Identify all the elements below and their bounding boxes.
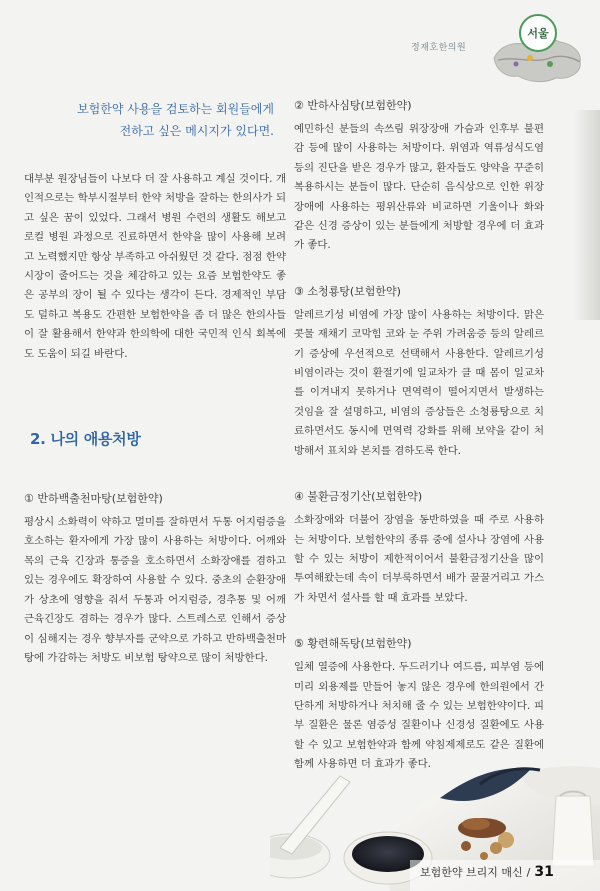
intro-question-line-1: 보험한약 사용을 검토하는 회원들에게 <box>77 102 274 116</box>
footer-divider: / <box>526 866 531 879</box>
page-number: 31 <box>534 864 554 880</box>
region-badge: 서울 <box>519 14 557 52</box>
prescription-4-text: 소화장애와 더불어 장염을 동반하였을 때 주로 사용하는 처방이다. 보험한약의 종류 중에 설사나 장염에 사용할 수 있는 처방이 제한적이어서 불환금정기산을 많이 투여해왔는데 속이 더부룩하면서 배가 꿀꿀거리고 가스가 차면서 설사를 할 때 효과를 보았다. <box>294 514 544 604</box>
prescription-5-heading: ⑤ 황련해독탕(보험한약) <box>294 637 412 651</box>
right-column <box>294 98 544 775</box>
prescription-2-text: 예민하신 분들의 속쓰림 위장장애 가슴과 인후부 불편감 등에 많이 사용하는 처방이다. 위염과 역류성식도염 등의 진단을 받은 경우가 많고, 환자들도 양약을 꾸준히 복용하시는 분들이 많다. 단순히 음식상으로 인한 위장장애에 사용하는 평위산류와 비교하면 기울이나 화와 같은 신경 증상이 있는 분들에게 처방할 경우에 더 효과가 좋다. <box>294 123 544 252</box>
left-column <box>24 98 286 668</box>
intro-paragraph: 대부분 원장님들이 나보다 더 잘 사용하고 계실 것이다. 개인적으로는 학부시절부터 한약 처방을 잘하는 한의사가 되고 싶은 꿈이 있었다. 그래서 병원 수련의 생활도 해보고 로컬 병원 과정으로 진료하면서 한약을 많이 사용해 보려고 노력했지만 항상 부족하고 아쉬웠던 것 같다. 점점 한약 시장이 줄어드는 것을 체감하고 있는 요즘 보험한약도 좋은 공부의 장이 될 수 있다는 생각이 든다. 경제적인 부담도 덜하고 복용도 간편한 보험한약을 좀 더 많은 한의사들이 잘 활용해서 한약과 한의학에 대한 국민적 인식 회복에도 도움이 되길 바란다. <box>24 173 286 360</box>
clinic-label: 정재호한의원 <box>411 43 467 53</box>
prescription-1-text: 평상시 소화력이 약하고 멀미를 잘하면서 두통 어지럼증을 호소하는 환자에게 가장 많이 사용하는 처방이다. 어깨와 목의 근육 긴장과 통증을 호소하면서 소화장애를 겸하고 있는 경우에도 확장하여 사용할 수 있다. 중초의 순환장애가 상초에 영향을 줘서 두통과 어지럼증, 경추통 및 어깨 근육긴장도 겸하는 경우가 많다. 스트레스로 인해서 증상이 심해지는 경우 향부자를 군약으로 가하고 반하백출천마탕에 가감하는 처방도 비보험 탕약으로 많이 처방한다. <box>24 516 286 664</box>
prescription-3-text: 알레르기성 비염에 가장 많이 사용하는 처방이다. 맑은 콧물 재채기 코막힘 코와 눈 주위 가려움증 등의 알레르기 증상에 우선적으로 선택해서 사용한다. 알레르기성 비염이라는 것이 환절기에 일교차가 클 때 몸이 일교차를 이겨내지 못하거나 면역력이 떨어지면서 발생하는 것임을 잘 설명하고, 비염의 증상들은 소청룡탕으로 치료하면서도 동시에 면역력 강화를 위해 보약을 같이 처방해서 표치와 본치를 겸하도록 한다. <box>294 308 544 457</box>
prescription-4-heading: ④ 불환금정기산(보험한약) <box>294 490 423 504</box>
intro-question-line-2: 전하고 싶은 메시지가 있다면. <box>119 124 274 138</box>
section-title: 2. 나의 애용처방 <box>30 430 141 449</box>
prescription-1-heading: ① 반하백출천마탕(보험한약) <box>24 492 163 506</box>
prescription-3-heading: ③ 소청룡탕(보험한약) <box>294 284 401 298</box>
page-footer <box>420 864 554 880</box>
prescription-2-heading: ② 반하사심탕(보험한약) <box>294 99 412 112</box>
publication-name: 보험한약 브리지 매신 <box>420 866 523 879</box>
prescription-5-text: 일체 열증에 사용한다. 두드러기나 여드름, 피부염 등에 미리 외용제를 만들어 놓지 않은 경우에 한의원에서 간단하게 처방하거나 처치해 줄 수 있는 보험한약이다. 피부 질환은 물론 염증성 질환이나 신경성 질환에도 사용할 수 있고 보험한약과 함께 약침제제로도 같은 질환에 함께 사용하면 더 효과가 좋다. <box>294 661 544 771</box>
page-edge-shadow <box>574 110 600 320</box>
